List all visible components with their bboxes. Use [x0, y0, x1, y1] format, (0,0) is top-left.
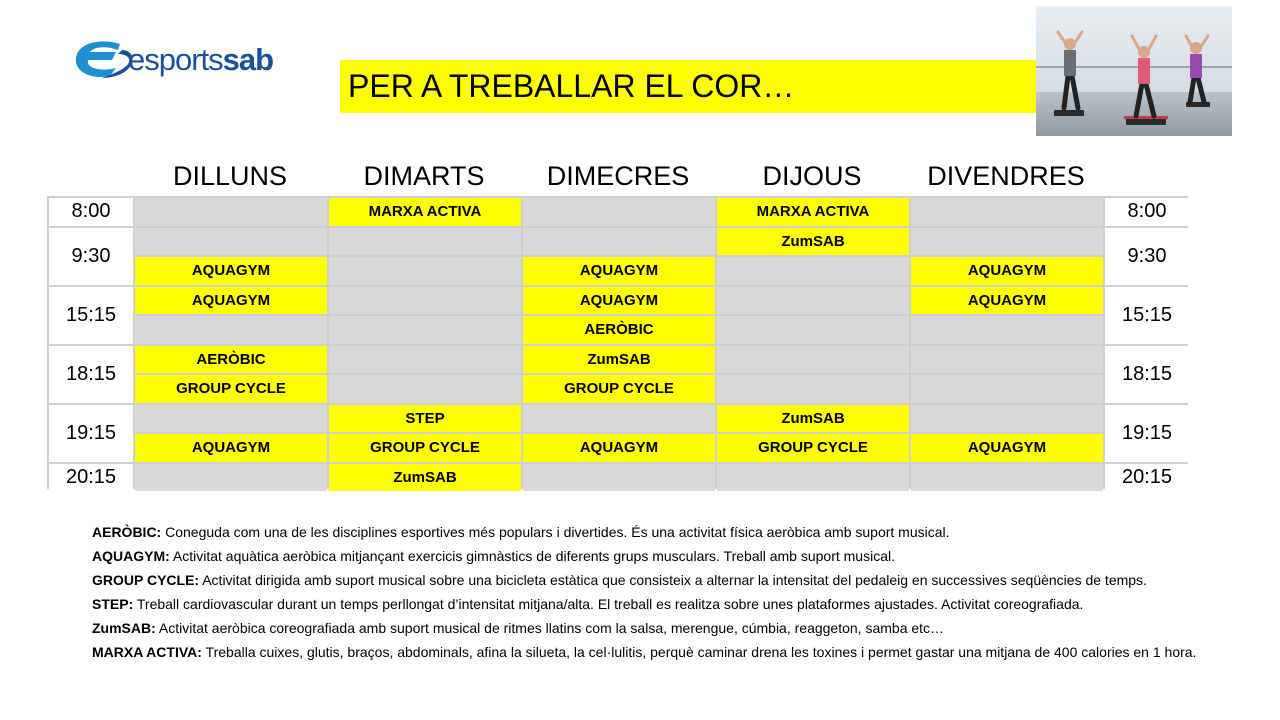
activity-slot: MARXA ACTIVA [329, 198, 521, 226]
empty-slot [911, 346, 1103, 374]
activity-slot: GROUP CYCLE [135, 375, 327, 403]
activity-slot: GROUP CYCLE [523, 375, 715, 403]
time-label: 15:15 [49, 287, 133, 344]
empty-slot [135, 316, 327, 344]
empty-slot [717, 287, 909, 315]
time-label: 8:00 [49, 198, 133, 226]
empty-slot [329, 228, 521, 256]
empty-slot [329, 316, 521, 344]
description-text: Coneguda com una de les disciplines esportives més populars i divertides. És una activitat física aeròbica amb suport musical. [161, 524, 950, 540]
empty-slot [135, 464, 327, 492]
empty-slot [717, 464, 909, 492]
time-label: 19:15 [1105, 405, 1189, 462]
activity-slot: AQUAGYM [523, 287, 715, 315]
empty-slot [717, 316, 909, 344]
empty-slot [717, 257, 909, 285]
description-text: Treballa cuixes, glutis, braços, abdominals, afina la silueta, la cel·lulitis, perquè caminar drena les toxines i permet gastar una mitjana de 400 calories en 1 hora. [201, 644, 1197, 660]
activity-slot: AQUAGYM [523, 434, 715, 462]
empty-slot [911, 228, 1103, 256]
activity-slot: GROUP CYCLE [329, 434, 521, 462]
activity-slot: AQUAGYM [135, 257, 327, 285]
empty-slot [523, 405, 715, 433]
empty-slot [329, 287, 521, 315]
time-label: 18:15 [1105, 346, 1189, 403]
description-aquagym [92, 544, 1242, 568]
activity-slot: AQUAGYM [911, 257, 1103, 285]
description-text: Activitat aquàtica aeròbica mitjançant exercicis gimnàstics de diferents grups musculars. Treball amb suport musical. [169, 548, 895, 564]
activity-slot: ZumSAB [523, 346, 715, 374]
activity-slot: GROUP CYCLE [717, 434, 909, 462]
day-header-dilluns: DILLUNS [172, 161, 288, 191]
time-label: 20:15 [1105, 464, 1189, 492]
activity-slot: ZumSAB [329, 464, 521, 492]
empty-slot [329, 375, 521, 403]
empty-slot [523, 228, 715, 256]
description-step [92, 592, 1242, 616]
time-label: 9:30 [49, 228, 133, 285]
logo-wordmark [128, 42, 273, 78]
logo-text-esports: esports [128, 42, 223, 77]
time-label: 20:15 [49, 464, 133, 492]
empty-slot [911, 198, 1103, 226]
day-header-dimarts: DIMARTS [363, 161, 485, 191]
esportssab-logo [72, 38, 272, 84]
description-term: AQUAGYM: [92, 548, 170, 564]
description-marxa-activa [92, 640, 1242, 664]
page-title: PER A TREBALLAR EL COR… [340, 60, 1036, 113]
activity-slot: AQUAGYM [523, 257, 715, 285]
empty-slot [911, 316, 1103, 344]
schedule-grid [47, 196, 1188, 489]
empty-slot [717, 346, 909, 374]
description-term: AERÒBIC: [92, 524, 162, 540]
time-label: 18:15 [49, 346, 133, 403]
empty-slot [135, 198, 327, 226]
time-label: 15:15 [1105, 287, 1189, 344]
activity-slot: AQUAGYM [911, 434, 1103, 462]
day-header-dijous: DIJOUS [762, 161, 862, 191]
empty-slot [523, 198, 715, 226]
activity-slot: ZumSAB [717, 228, 909, 256]
description-text: Treball cardiovascular durant un temps perllongat d’intensitat mitjana/alta. El treball es realitza sobre unes plataformes ajustades. Activitat coreografiada. [133, 596, 1084, 612]
description-term: MARXA ACTIVA: [92, 644, 202, 660]
activity-slot: AQUAGYM [911, 287, 1103, 315]
empty-slot [717, 375, 909, 403]
time-label: 8:00 [1105, 198, 1189, 226]
activity-slot: AQUAGYM [135, 434, 327, 462]
empty-slot [523, 464, 715, 492]
time-label: 19:15 [49, 405, 133, 462]
activity-slot: MARXA ACTIVA [717, 198, 909, 226]
empty-slot [911, 405, 1103, 433]
time-label: 9:30 [1105, 228, 1189, 285]
description-term: STEP: [92, 596, 134, 612]
description-text: Activitat dirigida amb suport musical sobre una bicicleta estàtica que consisteix a alternar la intensitat del pedaleig en successives seqüències de temps. [199, 572, 1147, 588]
empty-slot [135, 228, 327, 256]
activity-descriptions [92, 520, 1242, 664]
activity-slot: ZumSAB [717, 405, 909, 433]
description-zumsab [92, 616, 1242, 640]
day-header-divendres: DIVENDRES [927, 161, 1085, 191]
logo-text-sab: sab [222, 42, 274, 77]
empty-slot [329, 346, 521, 374]
description-aerobic [92, 520, 1242, 544]
day-header-dimecres: DIMECRES [546, 161, 690, 191]
description-term: GROUP CYCLE: [92, 572, 200, 588]
description-term: ZumSAB: [92, 620, 156, 636]
activity-slot: AERÒBIC [523, 316, 715, 344]
empty-slot [911, 375, 1103, 403]
fitness-class-photo [1036, 6, 1232, 136]
activity-slot: AQUAGYM [135, 287, 327, 315]
description-group-cycle [92, 568, 1242, 592]
empty-slot [329, 257, 521, 285]
activity-slot: AERÒBIC [135, 346, 327, 374]
empty-slot [911, 464, 1103, 492]
description-text: Activitat aeròbica coreografiada amb suport musical de ritmes llatins com la salsa, merengue, cúmbia, reaggeton, samba etc… [155, 620, 945, 636]
esportssab-logo-icon [72, 38, 134, 82]
activity-slot: STEP [329, 405, 521, 433]
empty-slot [135, 405, 327, 433]
